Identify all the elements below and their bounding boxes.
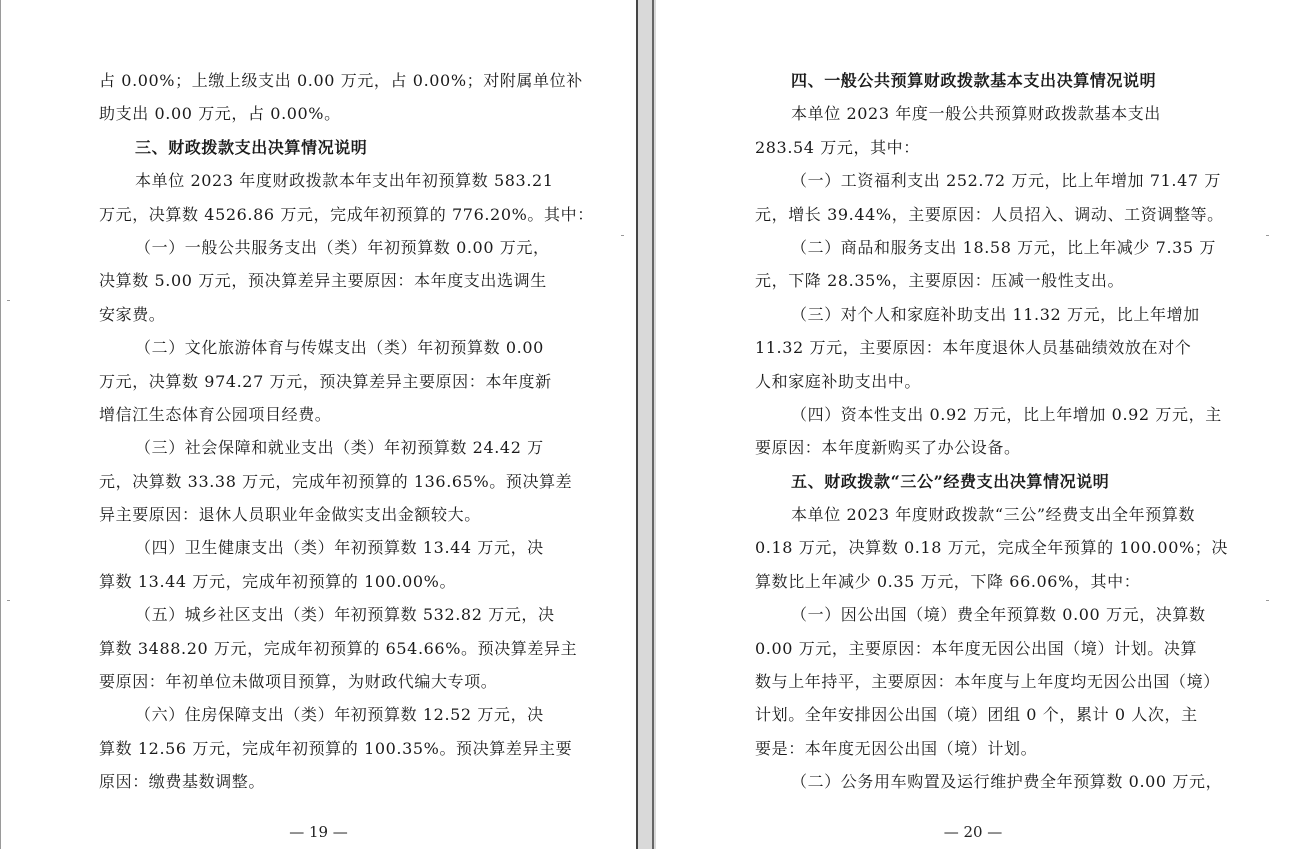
text-line: 要是：本年度无因公出国（境）计划。 xyxy=(755,738,1038,758)
text-line: 异主要原因：退休人员职业年金做实支出金额较大。 xyxy=(99,505,481,525)
text-line: 助支出 0.00 万元，占 0.00%。 xyxy=(99,104,341,124)
text-line: 11.32 万元，主要原因：本年度退休人员基础绩效放在对个 xyxy=(755,338,1192,358)
text-line: （六）住房保障支出（类）年初预算数 12.52 万元，决 xyxy=(135,705,544,725)
page-number: — 20 — xyxy=(943,823,1003,841)
text-line: （四）卫生健康支出（类）年初预算数 13.44 万元，决 xyxy=(135,538,544,558)
text-line: 0.18 万元，决算数 0.18 万元，完成全年预算的 100.00%；决 xyxy=(755,538,1228,558)
section-heading: 五、财政拨款“三公”经费支出决算情况说明 xyxy=(791,471,1110,491)
text-line: 计划。全年安排因公出国（境）团组 0 个，累计 0 人次，主 xyxy=(755,705,1198,725)
scan-speck xyxy=(7,600,10,601)
text-line: （一）一般公共服务支出（类）年初预算数 0.00 万元， xyxy=(135,237,550,257)
text-line: 元，决算数 33.38 万元，完成年初预算的 136.65%。预决算差 xyxy=(99,471,573,491)
text-line: 本单位 2023 年度财政拨款“三公”经费支出全年预算数 xyxy=(791,505,1196,525)
document-page-right xyxy=(656,0,1290,849)
text-line: 要原因：年初单位未做项目预算，为财政代编大专项。 xyxy=(99,672,498,692)
page-divider xyxy=(652,0,654,849)
page-number: — 19 — xyxy=(289,823,348,841)
page-text xyxy=(99,64,594,799)
text-line: 增信江生态体育公园项目经费。 xyxy=(99,404,332,424)
text-line: 本单位 2023 年度财政拨款本年支出年初预算数 583.21 xyxy=(135,171,554,191)
scan-speck xyxy=(1266,600,1269,601)
text-line: （二）公务用车购置及运行维护费全年预算数 0.00 万元， xyxy=(791,772,1223,792)
scan-speck xyxy=(621,235,624,236)
scan-speck xyxy=(7,300,10,301)
text-line: （五）城乡社区支出（类）年初预算数 532.82 万元，决 xyxy=(135,605,555,625)
text-line: 元，下降 28.35%，主要原因：压减一般性支出。 xyxy=(755,271,1125,291)
text-line: 万元，决算数 974.27 万元，预决算差异主要原因：本年度新 xyxy=(99,371,552,391)
text-line: （一）因公出国（境）费全年预算数 0.00 万元，决算数 xyxy=(791,605,1206,625)
document-page-left xyxy=(0,0,636,849)
text-line: （四）资本性支出 0.92 万元，比上年增加 0.92 万元，主 xyxy=(791,404,1222,424)
scan-speck xyxy=(1266,235,1269,236)
text-line: 安家费。 xyxy=(99,304,166,324)
text-line: 0.00 万元，主要原因：本年度无因公出国（境）计划。决算 xyxy=(755,638,1198,658)
text-line: 算数 13.44 万元，完成年初预算的 100.00%。 xyxy=(99,571,457,591)
text-line: 算数 3488.20 万元，完成年初预算的 654.66%。预决算差异主 xyxy=(99,638,578,658)
text-line: 决算数 5.00 万元，预决算差异主要原因：本年度支出选调生 xyxy=(99,271,547,291)
text-line: （三）对个人和家庭补助支出 11.32 万元，比上年增加 xyxy=(791,304,1200,324)
text-line: （二）商品和服务支出 18.58 万元，比上年减少 7.35 万 xyxy=(791,237,1216,257)
page-text xyxy=(755,64,1228,799)
section-heading: 三、财政拨款支出决算情况说明 xyxy=(135,137,368,157)
page-divider xyxy=(636,0,638,849)
text-line: 元，增长 39.44%，主要原因：人员招入、调动、工资调整等。 xyxy=(755,204,1224,224)
text-line: 本单位 2023 年度一般公共预算财政拨款基本支出 xyxy=(791,104,1161,124)
text-line: 万元，决算数 4526.86 万元，完成年初预算的 776.20%。其中： xyxy=(99,204,594,224)
text-line: （一）工资福利支出 252.72 万元，比上年增加 71.47 万 xyxy=(791,171,1221,191)
text-line: 283.54 万元，其中： xyxy=(755,137,920,157)
text-line: 算数比上年减少 0.35 万元，下降 66.06%，其中： xyxy=(755,571,1141,591)
text-line: （三）社会保障和就业支出（类）年初预算数 24.42 万 xyxy=(135,438,544,458)
text-line: 人和家庭补助支出中。 xyxy=(755,371,922,391)
text-line: 数与上年持平，主要原因：本年度与上年度均无因公出国（境） xyxy=(755,672,1220,692)
text-line: （二）文化旅游体育与传媒支出（类）年初预算数 0.00 xyxy=(135,338,544,358)
text-line: 占 0.00%；上缴上级支出 0.00 万元，占 0.00%；对附属单位补 xyxy=(99,71,583,90)
section-heading: 四、一般公共预算财政拨款基本支出决算情况说明 xyxy=(791,71,1157,90)
text-line: 原因：缴费基数调整。 xyxy=(99,772,266,792)
text-line: 要原因：本年度新购买了办公设备。 xyxy=(755,438,1021,458)
text-line: 算数 12.56 万元，完成年初预算的 100.35%。预决算差异主要 xyxy=(99,738,573,758)
